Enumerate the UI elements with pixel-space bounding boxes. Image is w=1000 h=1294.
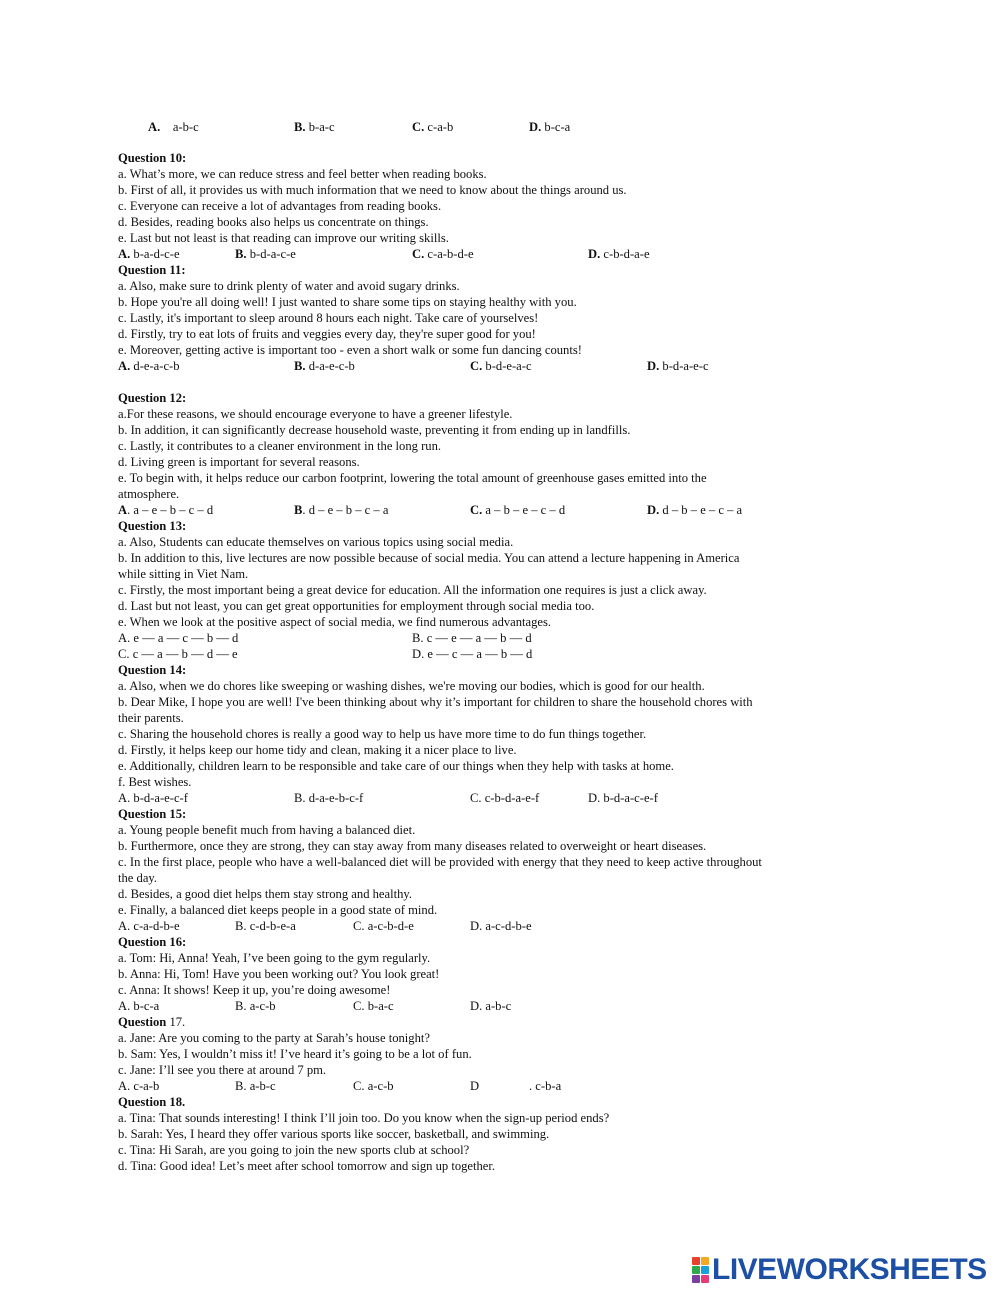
question-17-title-number: 17. xyxy=(166,1015,186,1029)
option-text: b-a-d-c-e xyxy=(133,247,180,261)
logo-block xyxy=(692,1275,700,1283)
q11-option-d[interactable] xyxy=(647,358,709,374)
q10-sentence-c: c. Everyone can receive a lot of advantages from reading books. xyxy=(118,199,442,213)
q12-sentence-c: c. Lastly, it contributes to a cleaner environment in the long run. xyxy=(118,439,442,453)
liveworksheets-logo[interactable] xyxy=(692,1253,987,1286)
q17-sentence-c: c. Jane: I’ll see you there at around 7 pm. xyxy=(118,1063,327,1077)
option-letter: B. xyxy=(235,247,247,261)
option-text: d-e-a-c-b xyxy=(133,359,180,373)
option-text: c-a-b-d-e xyxy=(427,247,474,261)
logo-block xyxy=(701,1275,709,1283)
q15-option-a[interactable]: A. c-a-d-b-e xyxy=(118,919,180,933)
q16-option-b[interactable]: B. a-c-b xyxy=(235,999,276,1013)
question-18-title: Question 18. xyxy=(118,1095,186,1109)
q15-option-c[interactable]: C. a-c-b-d-e xyxy=(353,919,414,933)
option-text: a-b-c xyxy=(172,120,199,134)
logo-blocks-icon xyxy=(692,1257,709,1283)
q16-option-a[interactable]: A. b-c-a xyxy=(118,999,160,1013)
option-text: b-d-a-e-c xyxy=(662,359,709,373)
q16-sentence-b: b. Anna: Hi, Tom! Have you been working out? You look great! xyxy=(118,967,440,981)
q12-sentence-d: d. Living green is important for several reasons. xyxy=(118,455,360,469)
option-text: c-a-b xyxy=(427,120,454,134)
question-14-title: Question 14: xyxy=(118,663,187,677)
q12-sentence-e: e. To begin with, it helps reduce our carbon footprint, lowering the total amount of greenhouse gases emitted into the atmosphere. xyxy=(118,471,707,501)
q9-option-d[interactable] xyxy=(529,119,570,135)
q10-sentence-e: e. Last but not least is that reading can improve our writing skills. xyxy=(118,231,449,245)
q18-sentence-b: b. Sarah: Yes, I heard they offer various sports like soccer, basketball, and swimming. xyxy=(118,1127,550,1141)
q13-option-a[interactable]: A. e — a — c — b — d xyxy=(118,631,239,645)
q17-sentence-a: a. Jane: Are you coming to the party at Sarah’s house tonight? xyxy=(118,1031,430,1045)
q12-option-b[interactable] xyxy=(294,502,388,518)
q11-option-a[interactable] xyxy=(118,358,180,374)
option-letter: D. xyxy=(647,503,660,517)
q12-sentence-b: b. In addition, it can significantly decrease household waste, preventing it from ending up in landfills. xyxy=(118,423,631,437)
question-11-title: Question 11: xyxy=(118,263,186,277)
q16-option-c[interactable]: C. b-a-c xyxy=(353,999,394,1013)
q15-option-b[interactable]: B. c-d-b-e-a xyxy=(235,919,296,933)
option-letter: D. xyxy=(588,247,601,261)
question-15-title: Question 15: xyxy=(118,807,187,821)
q11-sentence-c: c. Lastly, it's important to sleep around 8 hours each night. Take care of yourselves! xyxy=(118,311,539,325)
q15-option-d[interactable]: D. a-c-d-b-e xyxy=(470,919,532,933)
question-16-title: Question 16: xyxy=(118,935,187,949)
q11-sentence-a: a. Also, make sure to drink plenty of water and avoid sugary drinks. xyxy=(118,279,460,293)
q14-sentence-c: c. Sharing the household chores is really a good way to help us have more time to do fun things together. xyxy=(118,727,647,741)
q13-option-c[interactable]: C. c — a — b — d — e xyxy=(118,647,238,661)
option-letter: A xyxy=(118,503,128,517)
q15-sentence-d: d. Besides, a good diet helps them stay strong and healthy. xyxy=(118,887,413,901)
q12-option-d[interactable] xyxy=(647,502,742,518)
q14-option-c[interactable]: C. c-b-d-a-e-f xyxy=(470,791,540,805)
q13-sentence-c: c. Firstly, the most important being a great device for education. All the information one requires is just a click away. xyxy=(118,583,707,597)
q14-sentence-f: f. Best wishes. xyxy=(118,775,192,789)
option-letter: C. xyxy=(412,120,425,134)
option-letter: C. xyxy=(412,247,425,261)
option-text: d – b – e – c – a xyxy=(662,503,743,517)
q18-sentence-d: d. Tina: Good idea! Let’s meet after school tomorrow and sign up together. xyxy=(118,1159,496,1173)
q13-sentence-b: b. In addition to this, live lectures are now possible because of social media. You can attend a lecture happening in America while sitting in Viet Nam. xyxy=(118,551,740,581)
q17-option-a[interactable]: A. c-a-b xyxy=(118,1079,160,1093)
q14-option-d[interactable]: D. b-d-a-c-e-f xyxy=(588,791,658,805)
q10-option-c[interactable] xyxy=(412,246,474,262)
q9-option-b[interactable] xyxy=(294,119,335,135)
q12-option-c[interactable] xyxy=(470,502,565,518)
q14-sentence-e: e. Additionally, children learn to be responsible and take care of our things when they help with tasks at home. xyxy=(118,759,674,773)
option-letter: B. xyxy=(294,120,306,134)
question-17-title xyxy=(118,1014,185,1030)
q11-sentence-b: b. Hope you're all doing well! I just wanted to share some tips on staying healthy with you. xyxy=(118,295,577,309)
option-letter: C. xyxy=(470,359,483,373)
q13-sentence-e: e. When we look at the positive aspect of social media, we find numerous advantages. xyxy=(118,615,552,629)
q13-option-d[interactable]: D. e — c — a — b — d xyxy=(412,647,533,661)
q17-option-c[interactable]: C. a-c-b xyxy=(353,1079,394,1093)
logo-block xyxy=(692,1257,700,1265)
q18-sentence-a: a. Tina: That sounds interesting! I think I’ll join too. Do you know when the sign-up period ends? xyxy=(118,1111,610,1125)
option-text: b-d-e-a-c xyxy=(485,359,532,373)
logo-block xyxy=(692,1266,700,1274)
q16-option-d[interactable]: D. a-b-c xyxy=(470,999,512,1013)
option-letter: A. xyxy=(148,120,161,134)
q15-sentence-e: e. Finally, a balanced diet keeps people in a good state of mind. xyxy=(118,903,438,917)
option-text: d-a-e-c-b xyxy=(308,359,355,373)
q11-option-c[interactable] xyxy=(470,358,532,374)
q13-sentence-a: a. Also, Students can educate themselves on various topics using social media. xyxy=(118,535,514,549)
question-12-title: Question 12: xyxy=(118,391,187,405)
q18-sentence-c: c. Tina: Hi Sarah, are you going to join the new sports club at school? xyxy=(118,1143,470,1157)
question-17-title-bold: Question xyxy=(118,1015,167,1029)
option-text: . d – e – b – c – a xyxy=(302,503,389,517)
q15-sentence-a: a. Young people benefit much from having a balanced diet. xyxy=(118,823,416,837)
option-letter: D. xyxy=(647,359,660,373)
option-letter: D. xyxy=(529,120,542,134)
q13-sentence-d: d. Last but not least, you can get great opportunities for employment through social media too. xyxy=(118,599,595,613)
q10-sentence-b: b. First of all, it provides us with much information that we need to know about the things around us. xyxy=(118,183,627,197)
logo-text: LIVEWORKSHEETS xyxy=(712,1253,987,1286)
q11-sentence-e: e. Moreover, getting active is important too - even a short walk or some fun dancing counts! xyxy=(118,343,582,357)
q9-option-a[interactable] xyxy=(148,119,199,135)
q16-sentence-a: a. Tom: Hi, Anna! Yeah, I’ve been going to the gym regularly. xyxy=(118,951,431,965)
q13-option-b[interactable]: B. c — e — a — b — d xyxy=(412,631,532,645)
q15-sentence-c: c. In the first place, people who have a well-balanced diet will be provided with energy that they need to keep active throughout the day. xyxy=(118,855,762,885)
question-13-title: Question 13: xyxy=(118,519,187,533)
option-letter: A. xyxy=(118,359,131,373)
q10-option-b[interactable] xyxy=(235,246,296,262)
question-10-title: Question 10: xyxy=(118,151,187,165)
q10-option-d[interactable] xyxy=(588,246,650,262)
q16-sentence-c: c. Anna: It shows! Keep it up, you’re doing awesome! xyxy=(118,983,391,997)
logo-block xyxy=(701,1257,709,1265)
q17-option-d-letter[interactable]: D xyxy=(470,1079,480,1093)
q14-sentence-b: b. Dear Mike, I hope you are well! I've been thinking about why it’s important for children to share the household chores with their parents. xyxy=(118,695,753,725)
q14-option-b[interactable]: B. d-a-e-b-c-f xyxy=(294,791,364,805)
option-text: b-a-c xyxy=(308,120,335,134)
option-text: . a – e – b – c – d xyxy=(127,503,214,517)
q12-option-a[interactable] xyxy=(118,502,213,518)
option-text: c-b-d-a-e xyxy=(603,247,650,261)
q15-sentence-b: b. Furthermore, once they are strong, they can stay away from many diseases related to overweight or heart diseases. xyxy=(118,839,707,853)
option-text: b-c-a xyxy=(544,120,571,134)
logo-block xyxy=(701,1266,709,1274)
option-letter: B. xyxy=(294,359,306,373)
option-letter: B xyxy=(294,503,303,517)
q14-sentence-a: a. Also, when we do chores like sweeping or washing dishes, we're moving our bodies, which is good for our health. xyxy=(118,679,705,693)
q10-sentence-a: a. What’s more, we can reduce stress and feel better when reading books. xyxy=(118,167,487,181)
q10-sentence-d: d. Besides, reading books also helps us concentrate on things. xyxy=(118,215,429,229)
option-letter: C. xyxy=(470,503,483,517)
q14-option-a[interactable]: A. b-d-a-e-c-f xyxy=(118,791,188,805)
q11-option-b[interactable] xyxy=(294,358,355,374)
q17-option-b[interactable]: B. a-b-c xyxy=(235,1079,276,1093)
option-text: b-d-a-c-e xyxy=(249,247,296,261)
q17-sentence-b: b. Sam: Yes, I wouldn’t miss it! I’ve heard it’s going to be a lot of fun. xyxy=(118,1047,472,1061)
q12-sentence-a: a.For these reasons, we should encourage everyone to have a greener lifestyle. xyxy=(118,407,513,421)
option-text: a – b – e – c – d xyxy=(485,503,566,517)
q9-option-c[interactable] xyxy=(412,119,453,135)
q14-sentence-d: d. Firstly, it helps keep our home tidy and clean, making it a nicer place to live. xyxy=(118,743,517,757)
q11-sentence-d: d. Firstly, try to eat lots of fruits and veggies every day, they're super good for you! xyxy=(118,327,536,341)
option-letter: A. xyxy=(118,247,131,261)
q17-option-d-text[interactable]: . c-b-a xyxy=(529,1079,562,1093)
q10-option-a[interactable] xyxy=(118,246,180,262)
